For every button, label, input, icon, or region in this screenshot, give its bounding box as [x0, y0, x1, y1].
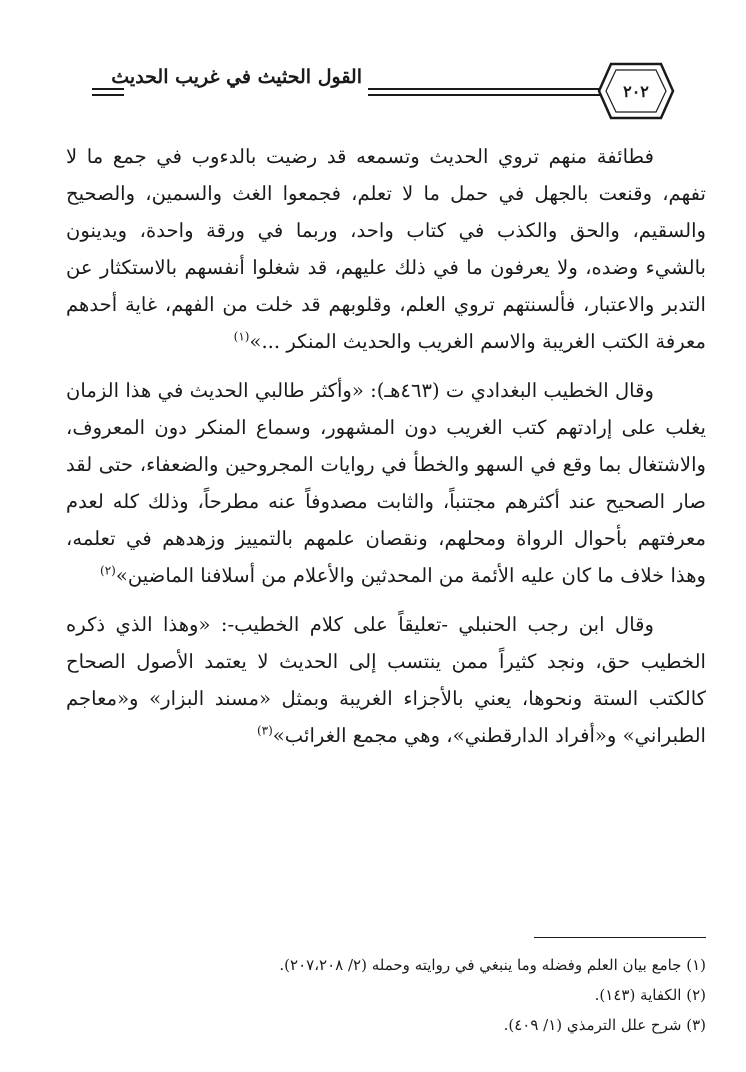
footnote-reference: (٢) [100, 563, 116, 578]
paragraph-text: وقال ابن رجب الحنبلي -تعليقاً على كلام الخطيب-: «وهذا الذي ذكره الخطيب حق، ونجد كثيراً ممن ينتسب إلى الحديث لا يعتمد الأصول الصحاح كالكتب الستة ونحوها، يعني بالأجزاء الغريبة وبمثل «مسند البزار» و«معاجم الطبراني» و«أفراد الدارقطني»، وهي مجمع الغرائب» [66, 613, 706, 747]
footnote-reference: (١) [233, 329, 250, 344]
paragraph-text: وقال الخطيب البغدادي ت (٤٦٣هـ): «وأكثر طالبي الحديث في هذا الزمان يغلب على إرادتهم كتب الغريب دون المشهور، وسماع المنكر دون المعروف، والاشتغال بما وقع في السهو والخطأ في روايات المجروحين والضعفاء، حتى لقد صار الصحيح عند أكثرهم مجتنباً، والثابت مصدوفاً عنه مطرحاً، وذلك كله لعدم معرفتهم بأحوال الرواة ومحلهم، ونقصان علمهم بالتمييز وزهدهم في تعلمه، وهذا خلاف ما كان عليه الأئمة من المحدثين والأعلام من أسلافنا الماضين» [66, 379, 706, 587]
paragraph [66, 138, 706, 360]
paragraph [66, 606, 706, 754]
footnote-reference: (٣) [256, 723, 273, 738]
header-rule-long [368, 88, 600, 90]
paragraph-text: فطائفة منهم تروي الحديث وتسمعه قد رضيت بالدءوب في جمع ما لا تفهم، وقنعت بالجهل في حمل ما لا تعلم، فجمعوا الغث والسمين، والصحيح والسقيم، والحق والكذب في كتاب واحد، وربما في ورقة واحدة، ويدينون بالشيء وضده، ولا يعرفون ما في ذلك عليهم، قد شغلوا أنفسهم بالاستكثار عن التدبر والاعتبار، فألسنتهم تروي العلم، وقلوبهم قد خلت من الفهم، غاية أحدهم معرفة الكتب الغريبة والاسم الغريب والحديث المنكر ...» [66, 145, 706, 353]
footnote: (٢) الكفاية (١٤٣). [594, 986, 706, 1004]
header-rule-short [92, 88, 124, 90]
footnote-separator [534, 937, 706, 938]
header-rule-short [92, 94, 124, 96]
main-text [66, 138, 706, 766]
footnote: (٣) شرح علل الترمذي (١/ ٤٠٩). [503, 1016, 706, 1034]
page-number: ٢٠٢ [623, 82, 649, 101]
footnotes [66, 950, 706, 1040]
running-title: القول الحثيث في غريب الحديث [111, 66, 362, 88]
header-rule-long [368, 94, 600, 96]
footnote: (١) جامع بيان العلم وفضله وما ينبغي في روايته وحمله (٢/ ٢٠٧،٢٠٨). [279, 956, 706, 974]
page-number-badge [597, 62, 675, 120]
paragraph [66, 372, 706, 594]
page-header [0, 62, 746, 122]
